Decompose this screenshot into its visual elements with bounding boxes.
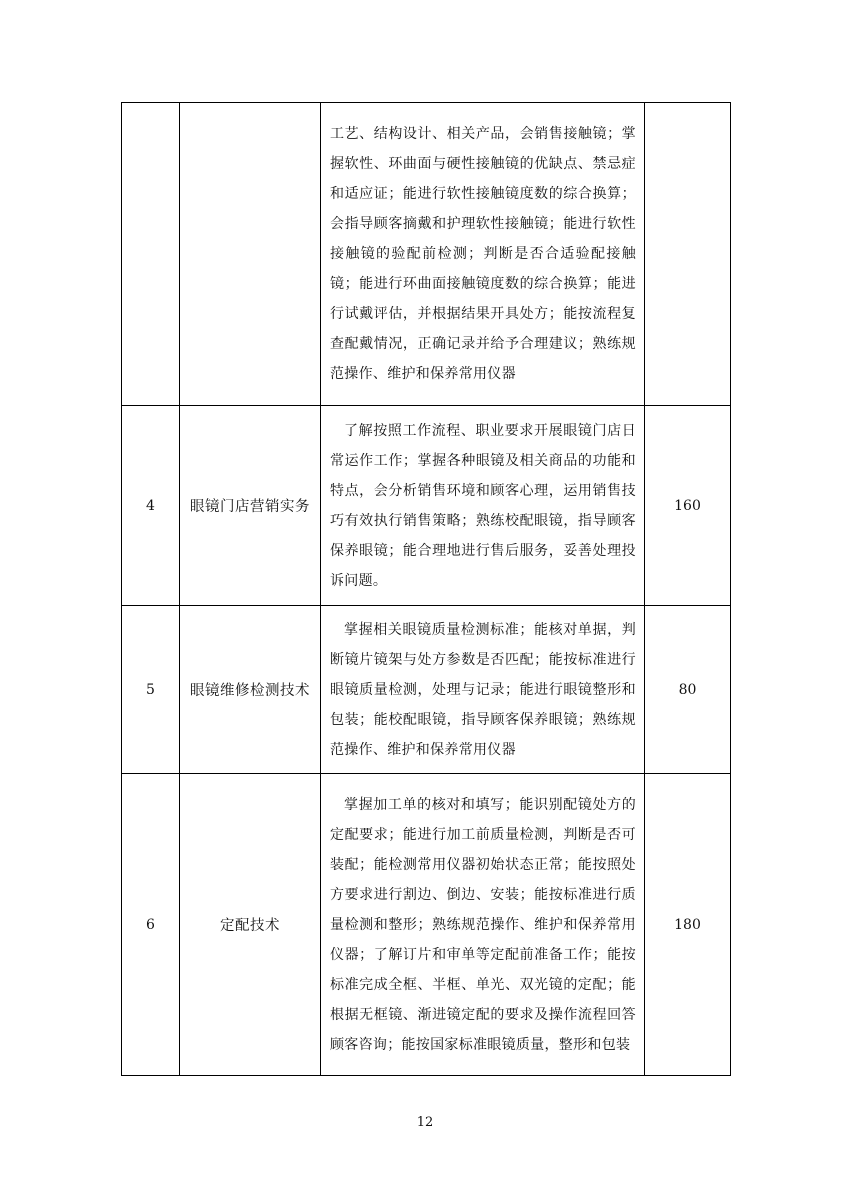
course-number-cell: 4: [122, 406, 180, 606]
course-hours-cell: 180: [645, 774, 731, 1076]
table-row: [122, 103, 731, 406]
page-number: 12: [416, 1115, 434, 1130]
course-number-cell: 5: [122, 606, 180, 774]
course-content-text: 工艺、结构设计、相关产品，会销售接触镜；掌握软性、环曲面与硬性接触镜的优缺点、禁忌症和适应证；能进行软性接触镜度数的综合换算；会指导顾客摘戴和护理软性接触镜；能进行软性接触镜的验配前检测；判断是否合适验配接触镜；能进行环曲面接触镜度数的综合换算；能进行试戴评估，并根据结果开具处方；能按流程复查配戴情况，正确记录并给予合理建议；熟练规范操作、维护和保养常用仪器: [330, 126, 636, 382]
course-table: [121, 102, 731, 1076]
course-content-text: 掌握相关眼镜质量检测标准；能核对单据，判断镜片镜架与处方参数是否匹配；能按标准进行眼镜质量检测，处理与记录；能进行眼镜整形和包装；能校配眼镜，指导顾客保养眼镜；熟练规范操作、维护和保养常用仪器: [330, 621, 636, 758]
course-content-text: 了解按照工作流程、职业要求开展眼镜门店日常运作工作；掌握各种眼镜及相关商品的功能和特点，会分析销售环境和顾客心理，运用销售技巧有效执行销售策略；熟练校配眼镜，指导顾客保养眼镜；能合理地进行售后服务，妥善处理投诉问题。: [330, 422, 636, 589]
course-number-cell: 6: [122, 774, 180, 1076]
course-content-cell: [321, 406, 645, 606]
table-row: [122, 406, 731, 606]
course-content-cell: [321, 606, 645, 774]
course-hours-cell: [645, 103, 731, 406]
course-name-cell: [180, 103, 321, 406]
course-name-cell: 眼镜维修检测技术: [180, 606, 321, 774]
course-number-cell: [122, 103, 180, 406]
course-hours-cell: 160: [645, 406, 731, 606]
course-name-cell: 定配技术: [180, 774, 321, 1076]
course-content-text: 掌握加工单的核对和填写；能识别配镜处方的定配要求；能进行加工前质量检测，判断是否可装配；能检测常用仪器初始状态正常；能按照处方要求进行割边、倒边、安装；能按标准进行质量检测和整形；熟练规范操作、维护和保养常用仪器；了解订片和审单等定配前准备工作；能按标准完成全框、半框、单光、双光镜的定配；能根据无框镜、渐进镜定配的要求及操作流程回答顾客咨询；能按国家标准眼镜质量，整形和包装: [330, 796, 636, 1053]
course-content-cell: [321, 774, 645, 1076]
course-content-cell: [321, 103, 645, 406]
table-row: [122, 606, 731, 774]
table-row: [122, 774, 731, 1076]
course-hours-cell: 80: [645, 606, 731, 774]
course-name-cell: 眼镜门店营销实务: [180, 406, 321, 606]
